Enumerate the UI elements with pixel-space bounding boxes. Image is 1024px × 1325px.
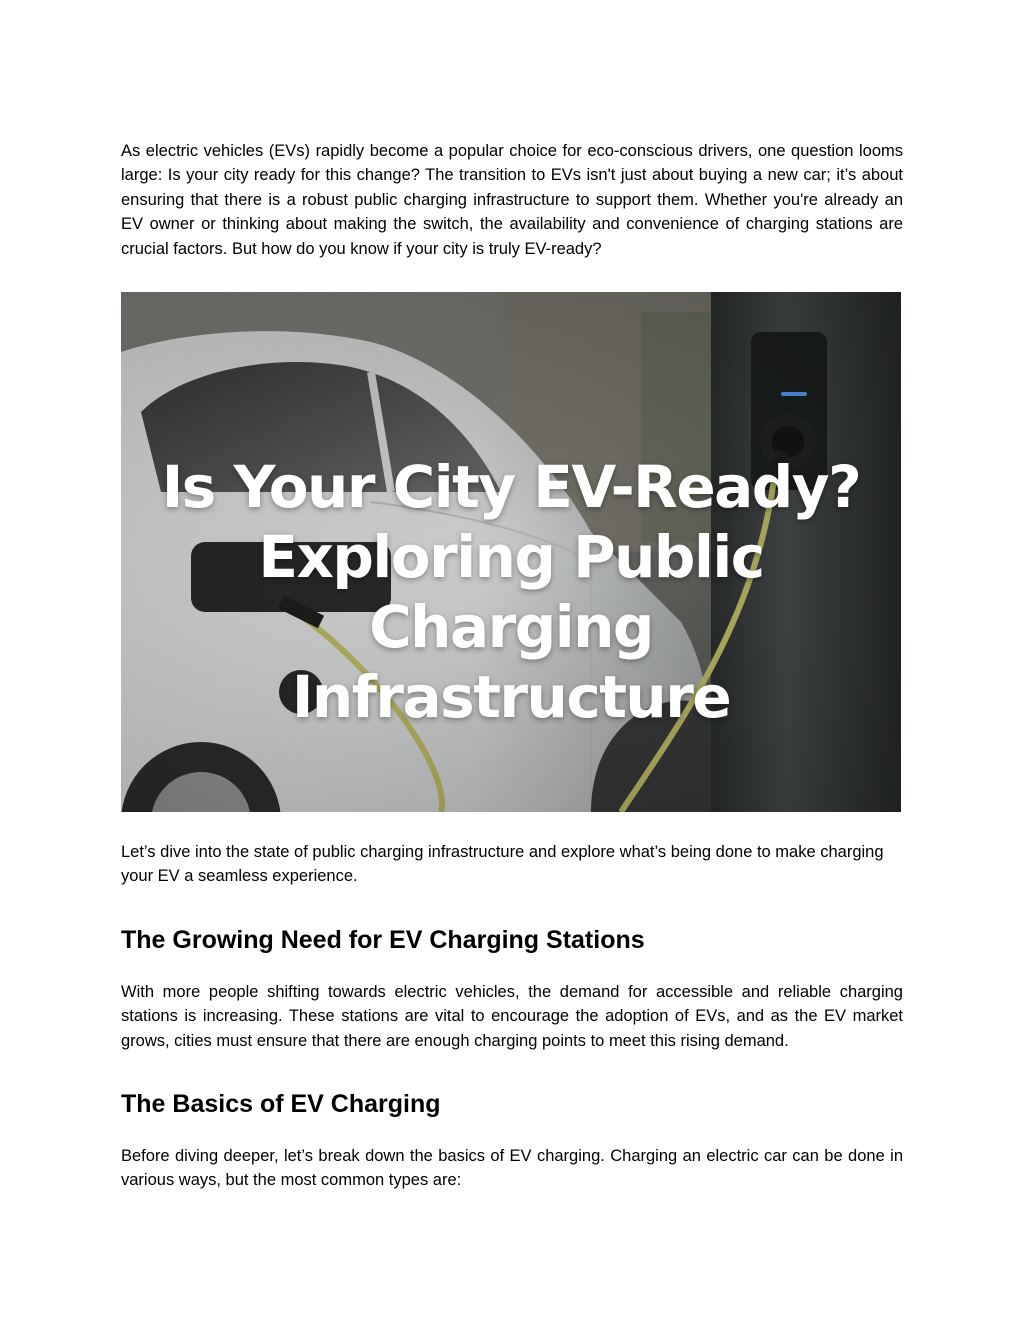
hero-image (121, 292, 901, 812)
section-heading-basics: The Basics of EV Charging (121, 1090, 441, 1119)
lead-in-paragraph: Let’s dive into the state of public charging infrastructure and explore what’s being done to make charging your EV a seamless experience. (121, 843, 884, 886)
hero-title-line-3: Infrastructure (291, 663, 731, 732)
hero-title-line-2: Exploring Public Charging (258, 523, 764, 662)
section-body-growing-need: With more people shifting towards electric vehicles, the demand for accessible and reliable charging stations is increasing. These stations are vital to encourage the adoption of EVs, and as the EV market grows, cities must ensure that there are enough charging points to meet this rising demand. (121, 982, 903, 1050)
intro-paragraph: As electric vehicles (EVs) rapidly become a popular choice for eco-conscious drivers, one question looms large: Is your city ready for this change? The transition to EVs isn't just about buying a new car; it’s about ensuring that there is a robust public charging infrastructure to support them. Whether you're already an EV owner or thinking about making the switch, the availability and convenience of charging stations are crucial factors. But how do you know if your city is truly EV-ready? (121, 142, 903, 258)
hero-title-line-1: Is Your City EV-Ready? (161, 453, 861, 522)
document-page (121, 139, 903, 1193)
section-heading-growing-need: The Growing Need for EV Charging Stations (121, 925, 645, 954)
section-body-basics: Before diving deeper, let’s break down the basics of EV charging. Charging an electric car can be done in various ways, but the most common types are: (121, 1147, 903, 1190)
hero-title (121, 452, 901, 732)
